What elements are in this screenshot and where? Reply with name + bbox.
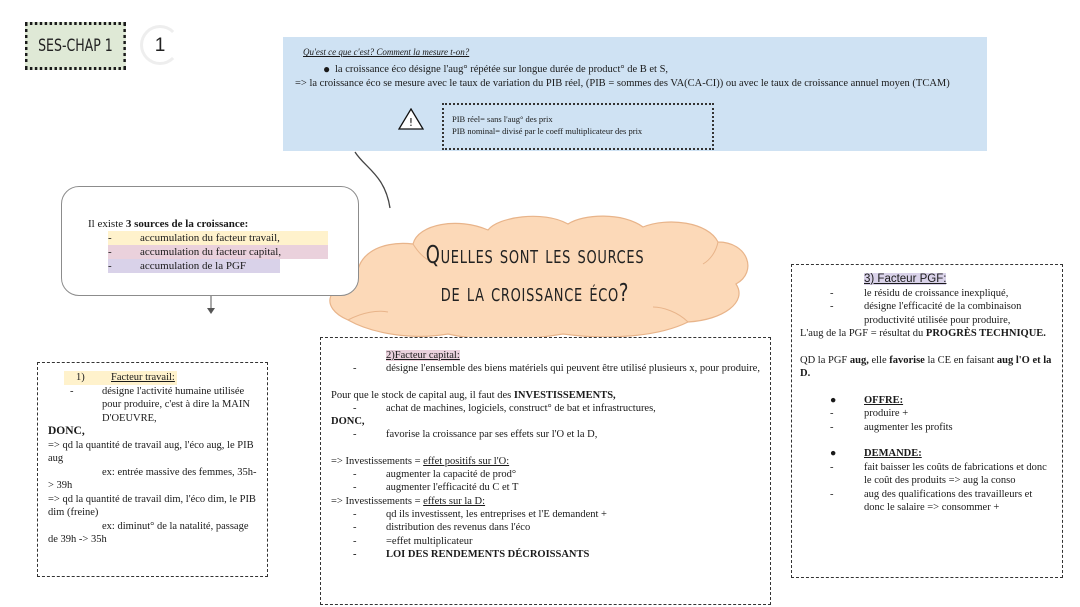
progress-prefix: L'aug de la PGF = résultat du xyxy=(800,328,926,339)
capital-law xyxy=(331,548,760,561)
facteur-travail-box xyxy=(37,362,268,577)
definition-title: Qu'est ce que c'est? Comment la mesure t-on? xyxy=(303,47,470,57)
dash: - xyxy=(830,301,834,312)
dash: - xyxy=(353,402,357,414)
dash: - xyxy=(353,469,357,481)
bullet-icon: ● xyxy=(323,62,331,76)
page-number: 1 xyxy=(154,35,166,56)
dash: - xyxy=(353,482,357,494)
donc-item-text: favorise la croissance par ses effets sur l'O et la D, xyxy=(386,429,598,441)
arrow-down-icon xyxy=(205,296,217,316)
svg-text:!: ! xyxy=(408,116,414,129)
travail-definition xyxy=(48,385,257,426)
offre-item-text: augmenter les profits xyxy=(864,421,953,433)
facteur-pgf-box xyxy=(791,264,1063,578)
demande-item-text: aug des qualifications des travailleurs et donc le salaire => consommer + xyxy=(864,488,1033,513)
dash: - xyxy=(353,522,357,534)
capital-offre-line xyxy=(331,455,760,468)
capital-definition-text: désigne l'ensemble des biens matériels qui peuvent être utilisé plusieurs x, pour produire, xyxy=(386,363,760,375)
source-item-pgf xyxy=(108,259,280,273)
dash: - xyxy=(353,535,357,547)
travail-aug-line: => qd la quantité de travail aug, l'éco aug, le PIB aug xyxy=(48,439,254,464)
capital-offre-item xyxy=(331,468,760,481)
invest-prefix: Pour que le stock de capital aug, il faut des xyxy=(331,389,514,401)
pgf-progress-line xyxy=(800,327,1054,341)
offre-underlined: effet positifs sur l'O: xyxy=(423,455,510,467)
travail-definition-text: désigne l'activité humaine utilisée pour produire, c'est à dire la MAIN D'OEUVRE, xyxy=(102,385,250,424)
qd-text: la CE en faisant xyxy=(924,354,997,366)
sources-intro xyxy=(88,217,358,231)
dash: - xyxy=(108,260,112,272)
dash: - xyxy=(353,508,357,520)
travail-dim-line: => qd la quantité de travail dim, l'éco dim, le PIB dim (freine) xyxy=(48,493,256,518)
source-label: accumulation de la PGF xyxy=(140,260,247,272)
capital-donc-item xyxy=(331,428,760,441)
offre-prefix: => Investissements = xyxy=(331,455,424,467)
pgf-demande-item xyxy=(800,488,1054,515)
note-line-nominal: PIB nominal= divisé par le coeff multiplicateur des prix xyxy=(452,126,643,136)
progress-bold: PROGRÈS TECHNIQUE. xyxy=(925,328,1046,339)
dash: - xyxy=(353,429,357,441)
measure-line: => la croissance éco se mesure avec le taux de variation du PIB réel, (PIB = sommes des VA(CA-CI)) ou avec le taux de croissance annuel moyen (TCAM) xyxy=(295,78,950,89)
travail-title: Facteur travail: xyxy=(111,372,175,383)
qd-text: QD la PGF xyxy=(800,354,850,366)
sources-box xyxy=(61,186,359,296)
capital-definition xyxy=(331,362,760,375)
pgf-offre-item xyxy=(800,407,1054,421)
capital-demande-item xyxy=(331,508,760,521)
demande-item-text: distribution des revenus dans l'éco xyxy=(386,522,531,534)
pgf-item xyxy=(800,300,1054,327)
demande-underlined: effets sur la D: xyxy=(423,495,486,507)
invest-item-text: achat de machines, logiciels, construct° de bat et infrastructures, xyxy=(386,402,656,414)
note-line-real: PIB réel= sans l'aug° des prix xyxy=(452,114,553,124)
pib-note-box xyxy=(442,103,714,150)
dash: - xyxy=(830,461,834,473)
demande-item-text: qd ils investissent, les entreprises et l'E demandent + xyxy=(386,508,607,520)
dash: - xyxy=(353,363,357,375)
pgf-qd-line xyxy=(800,354,1054,381)
invest-bold: INVESTISSEMENTS, xyxy=(513,389,616,401)
dash: - xyxy=(830,488,834,500)
offre-title: OFFRE: xyxy=(864,394,904,406)
source-item-capital xyxy=(108,245,328,259)
dash: - xyxy=(830,287,834,299)
dash: - xyxy=(108,232,112,244)
definition-text: la croissance éco désigne l'aug° répétée sur longue durée de product° de B et S, xyxy=(335,64,669,75)
dash: - xyxy=(830,408,834,419)
capital-invest-line xyxy=(331,389,760,402)
qd-bold: aug l'O et la D. xyxy=(800,354,1052,379)
chapter-tag: SES-CHAP 1 xyxy=(25,22,126,70)
qd-bold: favorise xyxy=(889,354,925,366)
sources-intro-prefix: Il existe xyxy=(88,218,126,230)
sources-intro-bold: 3 sources de la croissance: xyxy=(125,218,249,230)
pgf-item-text: le résidu de croissance inexpliqué, xyxy=(864,287,1009,299)
offre-item-text: augmenter la capacité de prod° xyxy=(386,469,517,481)
travail-example-1: ex: entrée massive des femmes, 35h-> 39h xyxy=(48,466,257,491)
travail-donc: DONC, xyxy=(48,425,85,437)
capital-offre-item xyxy=(331,481,760,494)
capital-heading xyxy=(331,349,760,362)
source-label: accumulation du facteur capital, xyxy=(140,246,282,258)
main-question-line2: de la croissance éco? xyxy=(440,278,630,307)
warning-triangle-icon xyxy=(398,108,438,136)
demande-prefix: => Investissements = xyxy=(331,495,424,507)
dash: - xyxy=(108,246,112,258)
pgf-heading xyxy=(800,273,1054,287)
offre-item-text: augmenter l'efficacité du C et T xyxy=(386,482,519,494)
capital-demande-line xyxy=(331,495,760,508)
capital-donc: DONC, xyxy=(331,416,365,428)
pgf-demande-item xyxy=(800,461,1054,488)
main-question-line1: Quelles sont les sources xyxy=(425,240,645,269)
capital-title: 2)Facteur capital: xyxy=(386,350,460,361)
dash: - xyxy=(70,385,74,397)
pgf-offre-item xyxy=(800,421,1054,435)
capital-invest-item xyxy=(331,402,760,415)
dash: - xyxy=(353,548,357,560)
source-label: accumulation du facteur travail, xyxy=(140,232,280,244)
demande-item-text: fait baisser les coûts de fabrications et donc le coût des produits => aug la conso xyxy=(864,461,1047,486)
main-question xyxy=(423,236,646,312)
pgf-demande-heading xyxy=(800,447,1054,461)
dash: - xyxy=(830,421,834,433)
pgf-item-text: désigne l'efficacité de la combinaison productivité utilisée pour produire, xyxy=(864,301,1022,326)
qd-bold: aug, xyxy=(849,354,869,366)
bullet-icon: ● xyxy=(830,394,837,406)
definition-bullet xyxy=(295,63,975,77)
capital-demande-item xyxy=(331,521,760,534)
qd-text: elle xyxy=(868,354,890,366)
demande-item-text: =effet multiplicateur xyxy=(386,535,473,547)
travail-example-2: ex: diminut° de la natalité, passage de 39h -> 35h xyxy=(48,520,249,545)
source-item-travail xyxy=(108,231,328,245)
pgf-title: 3) Facteur PGF: xyxy=(864,273,947,285)
demande-title: DEMANDE: xyxy=(864,448,922,459)
law-text: LOI DES RENDEMENTS DÉCROISSANTS xyxy=(386,548,590,560)
capital-demande-item xyxy=(331,535,760,548)
offre-item-text: produire + xyxy=(864,408,909,419)
travail-number: 1) xyxy=(64,371,111,385)
travail-heading xyxy=(64,371,257,385)
bullet-icon: ● xyxy=(830,448,837,459)
definition-box xyxy=(283,37,987,151)
pgf-item xyxy=(800,287,1054,301)
facteur-capital-box xyxy=(320,337,771,605)
pgf-offre-heading xyxy=(800,394,1054,408)
